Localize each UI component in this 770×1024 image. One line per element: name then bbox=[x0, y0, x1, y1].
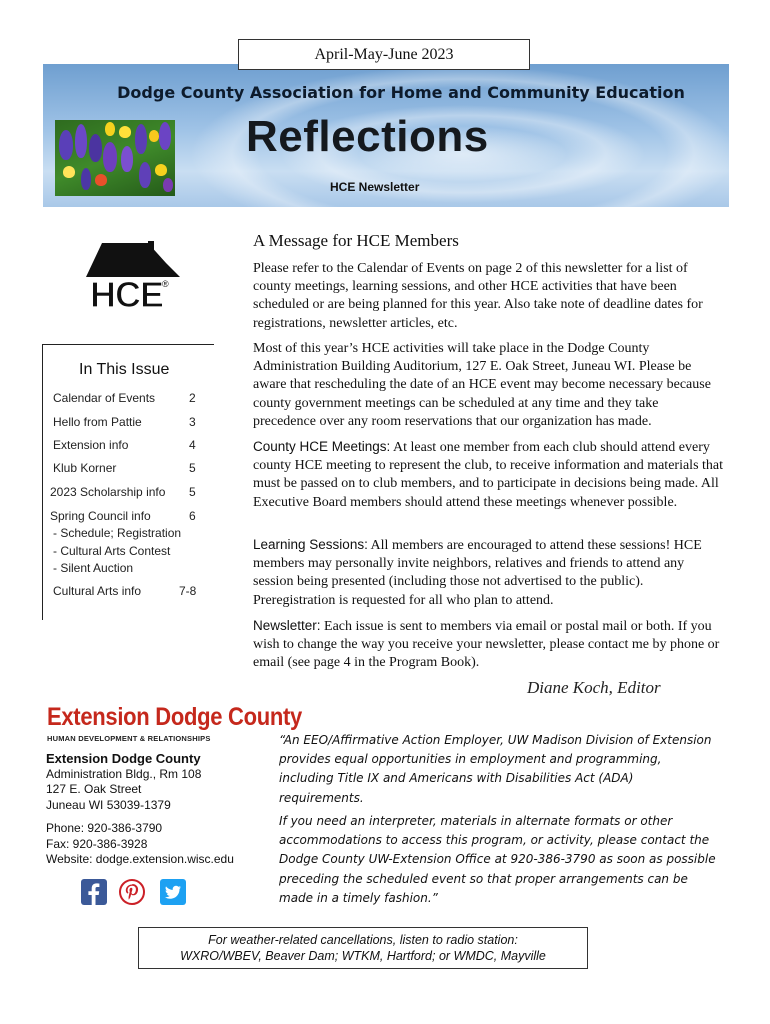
toc-title: In This Issue bbox=[79, 361, 170, 378]
eeo-statement: “An EEO/Affirmative Action Employer, UW Madison Division of Extension provides equal opportunities in employment and programming, including Title IX and Americans with Disabilities Act (ADA) requirements. bbox=[279, 733, 712, 805]
toc-item-page: 5 bbox=[189, 461, 196, 475]
toc-item-page: 6 bbox=[189, 509, 196, 523]
hce-logo-text: HCE bbox=[90, 274, 164, 309]
message-paragraph bbox=[253, 438, 723, 512]
weather-line: For weather-related cancellations, listen to radio station: bbox=[208, 933, 518, 947]
learning-sessions-label: Learning Sessions: bbox=[253, 537, 368, 552]
toc-subitems bbox=[53, 525, 181, 578]
extension-contact bbox=[46, 751, 234, 868]
newsletter-text: Each issue is sent to members via email or postal mail or both. If you wish to change the way you receive your newsletter, please contact me by phone or email (see page 4 in the Program Book). bbox=[253, 619, 720, 671]
twitter-icon[interactable] bbox=[160, 879, 186, 905]
toc-item bbox=[53, 584, 203, 598]
accommodations-statement: If you need an interpreter, materials in alternate formats or other accommodations to access this program, or activity, please contact the Dodge County UW-Extension Office at 920-386-3790 as soon as possible preceding the scheduled event so that proper arrangements can be made in a timely fashion.” bbox=[279, 814, 716, 905]
flowers-photo bbox=[55, 120, 175, 196]
extension-logo-subtitle: HUMAN DEVELOPMENT & RELATIONSHIPS bbox=[47, 734, 211, 743]
toc-item-page: 7-8 bbox=[179, 584, 197, 598]
contact-address: Juneau WI 53039-1379 bbox=[46, 797, 171, 812]
toc-item bbox=[50, 485, 200, 499]
learning-sessions-text: All members are encouraged to attend these sessions! HCE members may personally invite neighbors, relatives and friends to attend any session being presented (including those not advertised to the public). Preregistration is requested for all who plan to attend. bbox=[253, 538, 702, 608]
weather-line: WXRO/WBEV, Beaver Dam; WTKM, Hartford; or WMDC, Mayville bbox=[180, 948, 546, 963]
toc-item bbox=[53, 438, 203, 452]
toc-item-page: 5 bbox=[189, 485, 196, 499]
message-paragraph: Most of this year’s HCE activities will take place in the Dodge County Administration Building Auditorium, 127 E. Oak Street, Juneau WI. Please be aware that rescheduling the date of an HCE event may become necessary because county government meetings can be scheduled at any time and they take precedence over any room reservations that our organization has made. bbox=[253, 341, 711, 429]
extension-logo-text: Extension Dodge County bbox=[47, 702, 302, 731]
toc-item bbox=[53, 415, 203, 429]
contact-address: 127 E. Oak Street bbox=[46, 782, 142, 796]
message-paragraph bbox=[253, 536, 723, 610]
toc-item bbox=[53, 391, 203, 405]
in-this-issue-box bbox=[42, 344, 214, 620]
toc-item-label: Extension info bbox=[53, 438, 129, 452]
county-meetings-label: County HCE Meetings: bbox=[253, 439, 391, 454]
issue-date: April-May-June 2023 bbox=[238, 39, 530, 70]
pinterest-icon[interactable] bbox=[119, 879, 145, 905]
newsletter-banner bbox=[43, 64, 729, 207]
toc-item-label: Calendar of Events bbox=[53, 391, 156, 405]
toc-item-label: Hello from Pattie bbox=[53, 415, 142, 429]
contact-website[interactable]: Website: dodge.extension.wisc.edu bbox=[46, 852, 234, 866]
toc-item-label: Spring Council info bbox=[50, 509, 151, 523]
contact-name: Extension Dodge County bbox=[46, 751, 201, 766]
facebook-icon[interactable] bbox=[81, 879, 107, 905]
contact-phone: Phone: 920-386-3790 bbox=[46, 821, 163, 835]
organization-name: Dodge County Association for Home and Community Education bbox=[117, 83, 685, 102]
toc-item-label: Klub Korner bbox=[53, 461, 117, 475]
toc-subitem: - Cultural Arts Contest bbox=[53, 543, 171, 558]
message-heading: A Message for HCE Members bbox=[253, 231, 459, 250]
toc-item-page: 4 bbox=[189, 438, 196, 452]
toc-item bbox=[50, 509, 200, 523]
message-paragraph: Please refer to the Calendar of Events on page 2 of this newsletter for a list of county meetings, learning sessions, and other HCE activities that have been scheduled or are being planned for this year. Also take note of deadline dates for registrations, newsletter articles, etc. bbox=[253, 261, 703, 331]
newsletter-subtitle: HCE Newsletter bbox=[330, 180, 420, 194]
contact-address: Administration Bldg., Rm 108 bbox=[46, 766, 202, 781]
message-paragraph bbox=[253, 617, 723, 673]
toc-item-page: 2 bbox=[189, 391, 196, 405]
hce-logo bbox=[82, 237, 184, 309]
editor-signature: Diane Koch, Editor bbox=[527, 678, 661, 697]
toc-item-label: Cultural Arts info bbox=[53, 584, 142, 598]
toc-item-label: 2023 Scholarship info bbox=[50, 485, 166, 499]
extension-logo bbox=[47, 702, 302, 743]
newsletter-title: Reflections bbox=[246, 112, 489, 161]
weather-cancellations-box bbox=[138, 927, 588, 969]
toc-item-page: 3 bbox=[189, 415, 196, 429]
registered-mark: ® bbox=[162, 279, 169, 289]
county-meetings-text: At least one member from each club should attend every county HCE meeting to represent the club, to receive information and materials that must be passed on to club members, and to participate in decisions being made. All Executive Board members should attend these meetings whenever possible. bbox=[253, 440, 724, 510]
toc-item bbox=[53, 461, 203, 475]
toc-subitem: - Silent Auction bbox=[53, 561, 134, 575]
toc-subitem: - Schedule; Registration bbox=[53, 526, 182, 540]
contact-fax: Fax: 920-386-3928 bbox=[46, 836, 148, 851]
newsletter-label: Newsletter: bbox=[253, 618, 321, 633]
